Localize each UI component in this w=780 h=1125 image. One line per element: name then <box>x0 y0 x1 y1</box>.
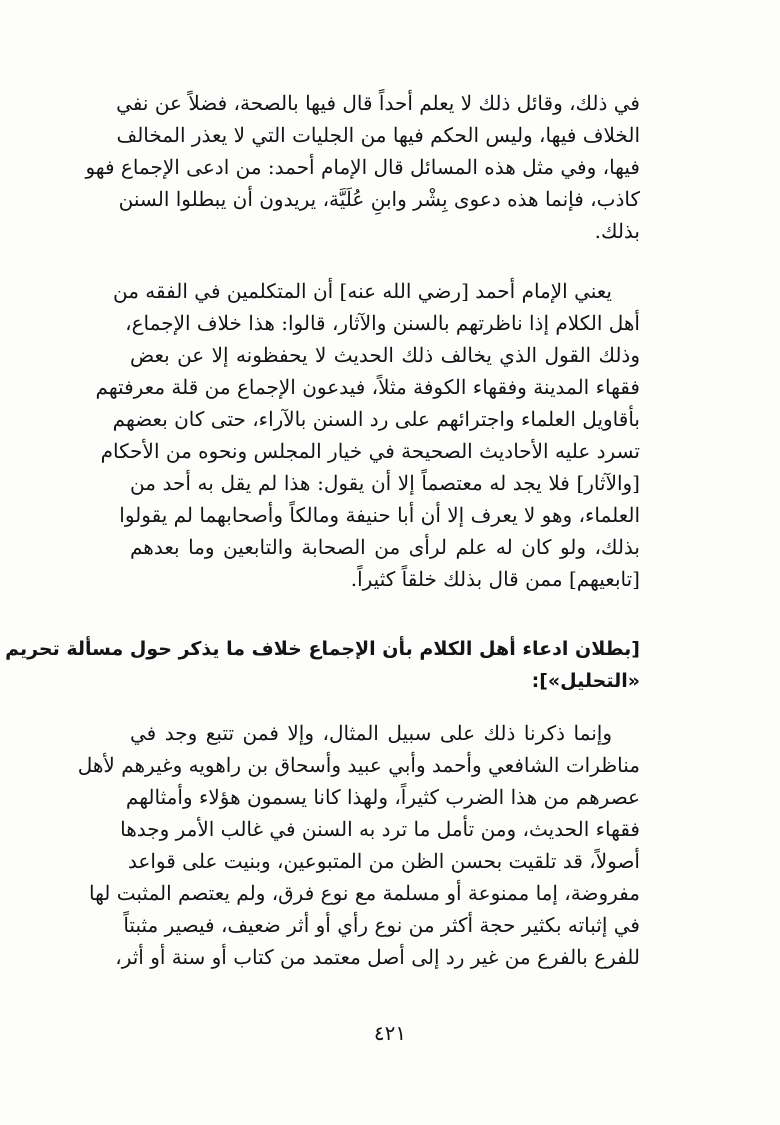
text-line: وذلك القول الذي يخالف ذلك الحديث لا يحفظونه إلا عن بعض <box>130 343 640 367</box>
text-line: بذلك، ولو كان له علم لرأى من الصحابة والتابعين وما بعدهم <box>130 535 640 559</box>
text-line: عصرهم من هذا الضرب كثيراً، ولهذا كانا يسمون هؤلاء وأمثالهم <box>125 785 640 809</box>
text-line: فقهاء المدينة وفقهاء الكوفة مثلاً، فيدعون الإجماع من قلة معرفتهم <box>95 375 640 399</box>
text-line: مفروضة، إما ممنوعة أو مسلمة مع نوع فرق، ولم يعتصم المثبت لها <box>88 881 640 905</box>
text-line: مناظرات الشافعي وأحمد وأبي عبيد وأسحاق بن راهويه وغيرهم لأهل <box>77 753 640 777</box>
text-line: في إثباته بكثير حجة أكثر من نوع رأي أو أثر ضعيف، فيصير مثبتاً <box>123 913 640 937</box>
text-line: العلماء، وهو لا يعرف إلا أن أبا حنيفة ومالكاً وأصحابهما لم يقولوا <box>119 503 640 527</box>
text-line: بأقاويل العلماء واجترائهم على رد السنن بالآراء، حتى كان بعضهم <box>112 407 640 431</box>
section-heading: [بطلان ادعاء أهل الكلام بأن الإجماع خلاف ما يذكر حول مسألة تحريم <box>5 638 640 660</box>
text-line: وإنما ذكرنا ذلك على سبيل المثال، وإلا فمن تتبع وجد في <box>130 721 612 745</box>
page-number: ٤٢١ <box>373 1021 407 1045</box>
section-heading: «التحليل»]: <box>531 670 640 692</box>
text-line: في ذلك، وقائل ذلك لا يعلم أحداً قال فيها بالصحة، فضلاً عن نفي <box>116 91 640 115</box>
text-line: [والآثار] فلا يجد له معتصماً إلا أن يقول: هذا لم يقل به أحد من <box>130 471 640 495</box>
text-line: [تابعيهم] ممن قال بذلك خلقاً كثيراً. <box>350 567 640 591</box>
text-line: أصولاً، قد تلقيت بحسن الظن من المتبوعين، وبنيت على قواعد <box>127 849 640 873</box>
text-line: للفرع بالفرع من غير رد إلى أصل معتمد من كتاب أو سنة أو أثر، <box>115 945 640 969</box>
text-line: يعني الإمام أحمد [رضي الله عنه] أن المتكلمين في الفقه من <box>113 279 612 303</box>
text-line: تسرد عليه الأحاديث الصحيحة في خيار المجلس ونحوه من الأحكام <box>100 439 640 463</box>
text-line: فيها، وفي مثل هذه المسائل قال الإمام أحمد: من ادعى الإجماع فهو <box>85 155 640 179</box>
text-line: أهل الكلام إذا ناظرتهم بالسنن والآثار، قالوا: هذا خلاف الإجماع، <box>125 311 640 335</box>
text-line: فقهاء الحديث، ومن تأمل ما ترد به السنن في غالب الأمر وجدها <box>120 817 640 841</box>
text-line: بذلك. <box>594 219 640 243</box>
text-line: كاذب، فإنما هذه دعوى بِشْر وابنِ عُلَيَّة، يريدون أن يبطلوا السنن <box>118 187 640 211</box>
text-line: الخلاف فيها، وليس الحكم فيها من الجليات التي لا يعذر المخالف <box>116 123 640 147</box>
